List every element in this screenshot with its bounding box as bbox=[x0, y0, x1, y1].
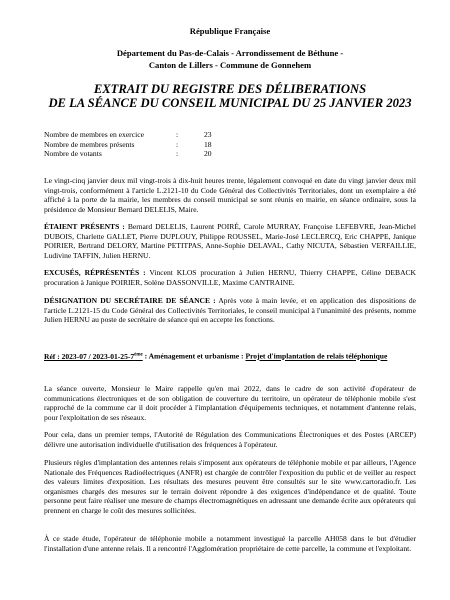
department-line-2: Canton de Lillers - Commune de Gonnehem bbox=[148, 59, 312, 70]
excuses-text: Vincent KLOS procuration à Julien HERNU, Thierry CHAPPE, Céline DEBACK procuration à Janique POIRIER, Solène DASSONVILLE, Maxime CANTRAINE. bbox=[44, 268, 417, 287]
document-title bbox=[44, 82, 416, 110]
intro-paragraph: Le vingt-cinq janvier deux mil vingt-trois à dix-huit heures trente, légalement convoqué en date du vingt janvier deux mil vingt-trois, conformément à l'article L.2121-10 du Code Général des Collectivités Territoriales, dont un exemplaire a été affiché à la porte de la mairie, les membres du conseil municipal se sont réunis en mairie, en séance ordinaire, sous la présidence de Monsieur Bernard DELELIS, Maire. bbox=[44, 176, 416, 214]
count-row-presents bbox=[44, 140, 264, 150]
reference-colon-2: : bbox=[239, 351, 246, 361]
count-row-exercice bbox=[44, 130, 264, 140]
presents-label: ÉTAIENT PRÉSENTS : bbox=[44, 222, 125, 231]
count-value: 23 bbox=[204, 130, 212, 139]
count-colon: : bbox=[176, 149, 179, 159]
title-line-1: EXTRAIT DU REGISTRE DES DÉLIBERATIONS bbox=[93, 82, 367, 96]
count-value: 20 bbox=[204, 149, 212, 159]
body-paragraph-4: À ce stade étude, l'opérateur de téléphonie mobile a notamment investigué la parcelle AH058 dans le but d'étudier l'installation d'une antenne relais. Il a rencontré l'Agglomération propriétaire de cette parcelle, la commune et l'exploitant. bbox=[44, 534, 416, 553]
presents-paragraph bbox=[44, 222, 416, 260]
presents-text: Bernard DELELIS, Laurent POIRÉ, Carole MURRAY, Françoise LEFEBVRE, Jean-Michel DUBOIS, Charlette GALLET, Pierre DUPLOUY, Philippe ROUSSEL, Marie-José LECLERCQ, Eric CHAPPE, Janique POIRIER, Bertrand DELORY, Martine PETITPAS, Anne-Sophie DELAVAL, Cathy NICUTA, Sébastien VERFAILLIE, Ludivine TAFFIN, Julien HERNU. bbox=[44, 222, 416, 260]
reference-sup: ème bbox=[134, 352, 143, 357]
reference-topic: Aménagement et urbanisme bbox=[148, 351, 240, 361]
body-paragraph-2: Pour cela, dans un premier temps, l'Autorité de Régulation des Communications Électroniques et des Postes (ARCEP) délivre une autorisation individuelle d'utilisation des fréquences à l'opérateur. bbox=[44, 430, 416, 449]
reference-number bbox=[44, 352, 143, 361]
count-colon: : bbox=[176, 130, 179, 139]
count-label: Nombre de membres présents bbox=[44, 139, 135, 149]
reference-subject: Projet d'implantation de relais téléphonique bbox=[245, 351, 388, 361]
excuses-label: EXCUSÉS, RÉPRÉSENTÉS : bbox=[44, 268, 146, 277]
body-paragraph-1: La séance ouverte, Monsieur le Maire rappelle qu'en mai 2022, dans le cadre de son activité d'opérateur de communications électroniques et de son obligation de couverture du territoire, un opérateur de téléphonie mobile s'est rapproché de la commune car il doit procéder à l'implantation d'équipements techniques, et notamment d'antenne relais, pour l'exploitation de ses réseaux. bbox=[44, 384, 416, 422]
count-value: 18 bbox=[204, 139, 212, 149]
title-line-2: DE LA SÉANCE DU CONSEIL MUNICIPAL DU 25 JANVIER 2023 bbox=[48, 96, 412, 110]
republique-heading: République Française bbox=[189, 26, 271, 36]
department-line-1: Département du Pas-de-Calais - Arrondissement de Béthune - bbox=[116, 48, 344, 58]
count-colon: : bbox=[176, 139, 179, 149]
secretaire-label: DÉSIGNATION DU SECRÉTAIRE DE SÉANCE : bbox=[44, 296, 216, 305]
member-counts bbox=[44, 130, 264, 159]
count-label: Nombre de votants bbox=[44, 149, 102, 159]
department-heading bbox=[44, 48, 416, 71]
secretaire-text: Après vote à main levée, et en application des dispositions de l'article L.2121-15 du Code Général des Collectivités Territoriales, le conseil municipal à l'unanimité des présents, nomme Julien HERNU au poste de secrétaire de séance qui en accepte les fonctions. bbox=[44, 296, 417, 325]
count-row-votants bbox=[44, 149, 264, 159]
secretaire-paragraph bbox=[44, 296, 416, 325]
body-paragraph-3: Plusieurs règles d'implantation des antennes relais s'imposent aux opérateurs de téléphonie mobile et par ailleurs, l'Agence Nationale des Fréquences Radioélectriques (ANFR) est chargée de contrôler l'exposition du public et de veiller au respect des valeurs limites d'exposition. Les résultats des mesures peuvent être consultés sur le site www.cartoradio.fr. Les organismes chargés des mesures sur le terrain doivent répondre à des exigences d'indépendance et de qualité. Toute personne peut faire réaliser une mesure de champs électromagnétiques en adressant une demande écrite aux opérateurs qui prennent en charge le coût des mesures sollicitées. bbox=[44, 458, 416, 515]
count-label: Nombre de membres en exercice bbox=[44, 130, 144, 139]
reference-label: Réf : 2023-07 / 2023-01-25-7 bbox=[44, 351, 135, 361]
excuses-paragraph bbox=[44, 268, 416, 287]
reference-line bbox=[44, 350, 416, 361]
reference-colon: : bbox=[142, 351, 149, 361]
